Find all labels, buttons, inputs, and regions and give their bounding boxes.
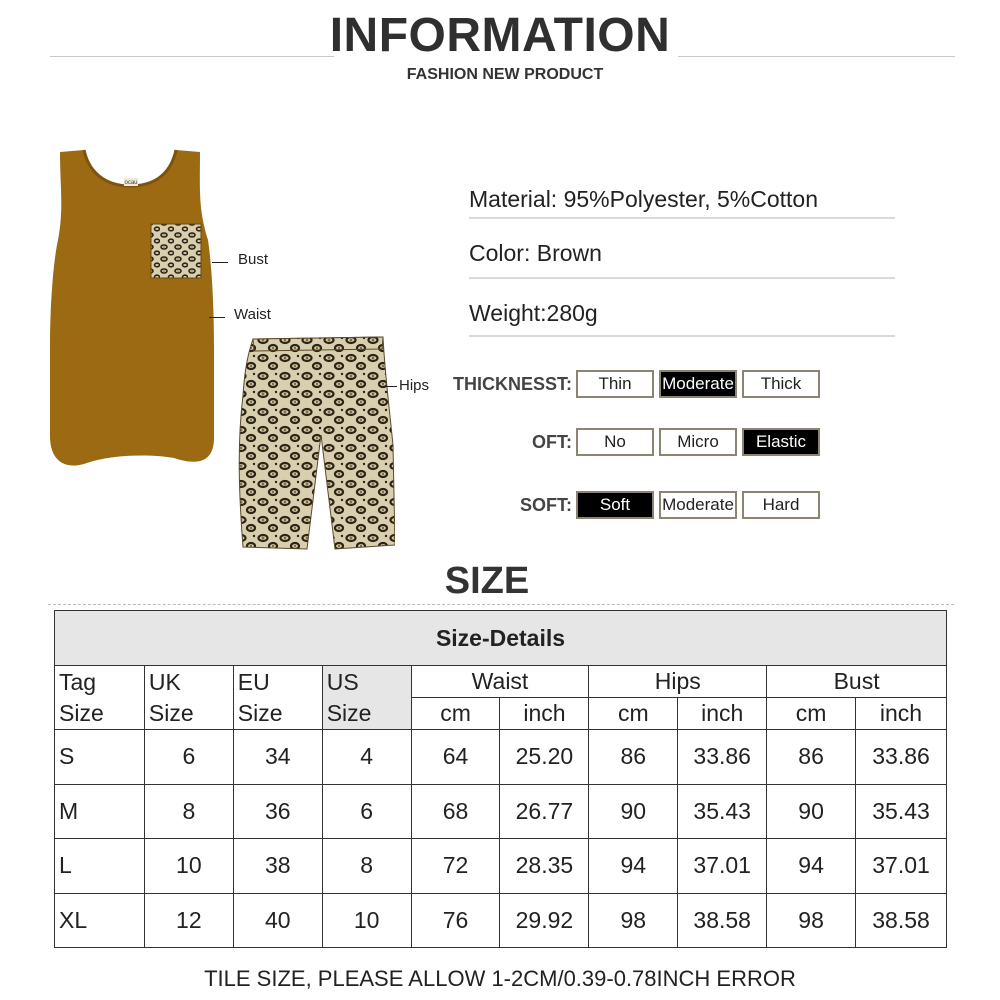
stretch-label: OFT: (532, 432, 572, 452)
table-cell: S (55, 730, 145, 785)
soft-option-soft: Soft (576, 491, 654, 519)
weight-rule (469, 335, 895, 337)
page-title: INFORMATION (329, 9, 671, 62)
tank-top-image (48, 148, 218, 478)
soft-option-hard: Hard (742, 491, 820, 519)
table-cell: 98 (589, 893, 678, 948)
table-cell: 40 (233, 893, 322, 948)
header-tag-size: Tag Size (55, 666, 145, 730)
leopard-shorts-image (235, 335, 395, 560)
table-cell: 64 (411, 730, 500, 785)
header-waist-cm: cm (411, 698, 500, 730)
table-cell: 34 (233, 730, 322, 785)
header-bust-inch: inch (856, 698, 947, 730)
table-cell: 6 (144, 730, 233, 785)
table-cell: 8 (144, 784, 233, 839)
table-cell: 38.58 (856, 893, 947, 948)
table-cell: 38 (233, 839, 322, 894)
header-us-size: US Size (322, 666, 411, 730)
header-hips-cm: cm (589, 698, 678, 730)
table-cell: XL (55, 893, 145, 948)
header-waist-inch: inch (500, 698, 589, 730)
brand-tag-label: ocau (124, 180, 138, 186)
table-cell: 29.92 (500, 893, 589, 948)
header-bust: Bust (767, 666, 947, 698)
table-cell: 35.43 (678, 784, 767, 839)
table-cell: 28.35 (500, 839, 589, 894)
table-cell: 86 (767, 730, 856, 785)
material-text: Material: 95%Polyester, 5%Cotton (469, 186, 819, 212)
color-text: Color: Brown (469, 240, 602, 266)
table-cell: 37.01 (856, 839, 947, 894)
thickness-option-thick: Thick (742, 370, 820, 398)
soft-label: SOFT: (520, 495, 572, 515)
table-cell: 33.86 (856, 730, 947, 785)
table-cell: 90 (589, 784, 678, 839)
hips-callout-label: Hips (399, 377, 430, 394)
material-rule (469, 217, 895, 219)
table-cell: 35.43 (856, 784, 947, 839)
soft-option-moderate: Moderate (659, 491, 737, 519)
table-cell: 38.58 (678, 893, 767, 948)
size-error-note: TILE SIZE, PLEASE ALLOW 1-2CM/0.39-0.78INCH ERROR (204, 966, 796, 991)
table-row (55, 839, 947, 894)
table-row (55, 730, 947, 785)
stretch-option-micro: Micro (659, 428, 737, 456)
header-bust-cm: cm (767, 698, 856, 730)
table-cell: 94 (767, 839, 856, 894)
table-cell: 33.86 (678, 730, 767, 785)
table-cell: 12 (144, 893, 233, 948)
bust-callout-label: Bust (238, 251, 269, 268)
table-cell: 94 (589, 839, 678, 894)
header-waist: Waist (411, 666, 589, 698)
table-cell: 90 (767, 784, 856, 839)
weight-text: Weight:280g (469, 300, 598, 326)
size-details-table (54, 610, 947, 948)
bust-callout-line (212, 262, 228, 263)
header-hips: Hips (589, 666, 767, 698)
table-cell: 37.01 (678, 839, 767, 894)
table-cell: 36 (233, 784, 322, 839)
table-cell: 68 (411, 784, 500, 839)
size-section-title: SIZE (444, 560, 530, 602)
table-cell: 25.20 (500, 730, 589, 785)
table-cell: 98 (767, 893, 856, 948)
waist-callout-line (209, 317, 225, 318)
table-cell: 4 (322, 730, 411, 785)
header-uk-size: UK Size (144, 666, 233, 730)
size-section-rule (48, 604, 954, 605)
thickness-option-moderate: Moderate (659, 370, 737, 398)
table-cell: 10 (144, 839, 233, 894)
table-cell: M (55, 784, 145, 839)
table-cell: 10 (322, 893, 411, 948)
header-hips-inch: inch (678, 698, 767, 730)
page-subtitle: FASHION NEW PRODUCT (406, 66, 604, 83)
waist-callout-label: Waist (234, 306, 271, 323)
stretch-option-elastic: Elastic (742, 428, 820, 456)
table-cell: 26.77 (500, 784, 589, 839)
hips-callout-line (383, 386, 397, 387)
table-row (55, 784, 947, 839)
table-cell: 72 (411, 839, 500, 894)
table-cell: L (55, 839, 145, 894)
stretch-option-no: No (576, 428, 654, 456)
header-eu-size: EU Size (233, 666, 322, 730)
table-cell: 6 (322, 784, 411, 839)
table-cell: 76 (411, 893, 500, 948)
color-rule (469, 277, 895, 279)
size-table-caption: Size-Details (55, 611, 947, 666)
table-cell: 8 (322, 839, 411, 894)
table-row (55, 893, 947, 948)
thickness-option-thin: Thin (576, 370, 654, 398)
thickness-label: THICKNESST: (452, 374, 572, 394)
table-cell: 86 (589, 730, 678, 785)
